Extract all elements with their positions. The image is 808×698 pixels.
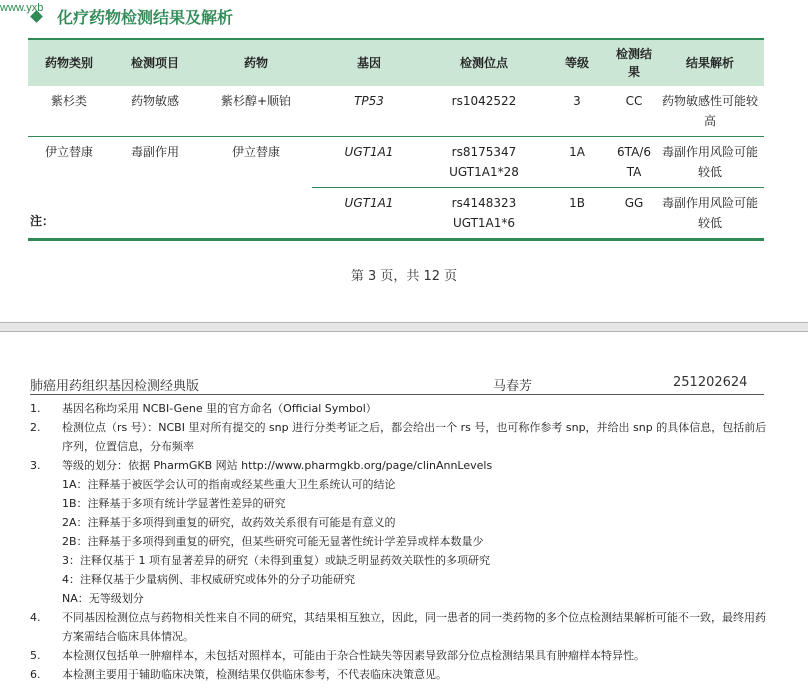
note-text: 检测位点（rs 号）：NCBI 里对所有提交的 snp 进行分类考证之后，都会给出一个 rs 号，也可称作参考 snp，并给出 snp 的具体信息，包括前后序列，位置信息，分布频率 (62, 421, 767, 453)
grade-note: 3：注释仅基于 1 项有显著差异的研究（未得到重复）或缺乏明显药效关联性的多项研究 (62, 554, 490, 567)
cell-analysis: 药物敏感性可能较高 (656, 86, 764, 137)
grade-note: 1B：注释基于多项有统计学显著性差异的研究 (62, 497, 286, 510)
col-header-drug: 药物 (200, 39, 312, 86)
cell-result: GG (612, 188, 656, 240)
note-text: 不同基因检测位点与药物相关性来自不同的研究，其结果相互独立，因此，同一患者的同一类药物的多个位点检测结果解析可能不一致，最终用药方案需结合临床具体情况。 (62, 611, 766, 643)
list-item (30, 399, 770, 418)
drug-result-table (28, 38, 764, 241)
cell-result-line2: TA (626, 165, 642, 179)
note-text: 本检测仅包括单一肿瘤样本，未包括对照样本，可能由于杂合性缺失等因素导致部分位点检测结果具有肿瘤样本特异性。 (62, 649, 645, 662)
cell-drug: 伊立替康 (200, 137, 312, 240)
note-label: 注： (30, 214, 55, 228)
cell-site-allele: UGT1A1*6 (452, 216, 516, 230)
cell-gene: TP53 (312, 86, 426, 137)
cell-grade: 3 (542, 86, 612, 137)
list-item (30, 418, 770, 456)
list-item (30, 456, 770, 475)
grade-note: 4：注释仅基于少量病例、非权威研究或体外的分子功能研究 (62, 573, 355, 586)
cell-result: CC (612, 86, 656, 137)
col-header-result: 检测结果 (612, 39, 656, 86)
section-title (32, 4, 233, 28)
col-header-analysis: 结果解析 (656, 39, 764, 86)
cell-category: 紫杉类 (28, 86, 110, 137)
table-row (28, 86, 764, 137)
col-header-item: 检测项目 (110, 39, 200, 86)
grade-note: 2A：注释基于多项得到重复的研究，故药效关系很有可能是有意义的 (62, 516, 396, 529)
list-item (30, 608, 770, 646)
cell-item: 药物敏感 (110, 86, 200, 137)
patient-name: 马春芳 (493, 379, 533, 394)
table-header-row (28, 39, 764, 86)
note-number: 1. (30, 402, 41, 415)
list-item (30, 646, 770, 665)
cell-site (426, 137, 542, 188)
report-id: 251202624 (673, 375, 748, 390)
cell-category: 伊立替康 (28, 137, 110, 240)
note-number: 3. (30, 459, 41, 472)
cell-gene: UGT1A1 (312, 137, 426, 188)
cell-analysis: 毒副作用风险可能较低 (656, 188, 764, 240)
note-number: 5. (30, 649, 41, 662)
cell-site (426, 188, 542, 240)
cell-site-rs: rs8175347 (451, 145, 517, 159)
col-header-grade: 等级 (542, 39, 612, 86)
cell-site: rs1042522 (426, 86, 542, 137)
col-header-site: 检测位点 (426, 39, 542, 86)
list-item (30, 665, 770, 684)
col-header-category: 药物类别 (28, 39, 110, 86)
grade-note: 1A：注释基于被医学会认可的指南或经某些重大卫生系统认可的结论 (62, 478, 396, 491)
cell-analysis: 毒副作用风险可能较低 (656, 137, 764, 188)
note-text: 等级的划分：依据 PharmGKB 网站 http://www.pharmgkb.org/page/clinAnnLevels (62, 459, 493, 472)
cell-site-rs: rs4148323 (451, 196, 517, 210)
notes-list (30, 399, 770, 684)
cell-item: 毒副作用 (110, 137, 200, 240)
watermark-text: www.yxb (0, 2, 44, 14)
page-header (30, 374, 764, 395)
cell-gene: UGT1A1 (312, 188, 426, 240)
cell-result-line1: 6TA/6 (617, 145, 651, 159)
note-number: 2. (30, 421, 41, 434)
section-title-text: 化疗药物检测结果及解析 (57, 7, 234, 27)
report-title: 肺癌用药组织基因检测经典版 (30, 379, 200, 394)
cell-grade: 1B (542, 188, 612, 240)
table-row (28, 137, 764, 188)
note-number: 4. (30, 611, 41, 624)
cell-drug: 紫杉醇+顺铂 (200, 86, 312, 137)
note-text: 基因名称均采用 NCBI-Gene 里的官方命名（Official Symbol） (62, 402, 377, 415)
note-number: 6. (30, 668, 41, 681)
cell-grade: 1A (542, 137, 612, 188)
grade-note: NA：无等级划分 (62, 592, 144, 605)
page-number: 第 3 页，共 12 页 (350, 269, 458, 284)
note-text: 本检测主要用于辅助临床决策，检测结果仅供临床参考，不代表临床决策意见。 (62, 668, 447, 681)
col-header-gene: 基因 (312, 39, 426, 86)
cell-result (612, 137, 656, 188)
grade-note: 2B：注释基于多项得到重复的研究，但某些研究可能无显著性统计学差异或样本数量少 (62, 535, 484, 548)
cell-site-allele: UGT1A1*28 (449, 165, 519, 179)
page-separator (0, 322, 808, 332)
